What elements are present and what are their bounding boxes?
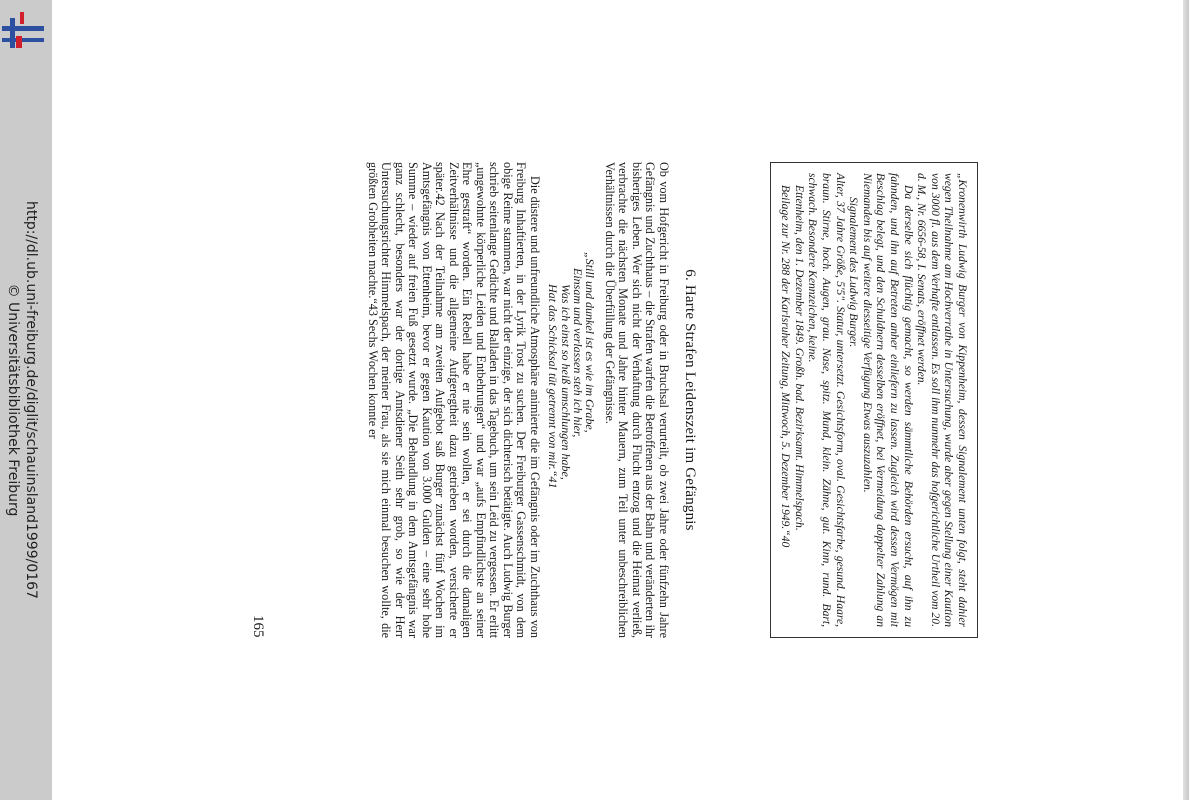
poem-line: „Still und dunkel ist es wie im Grabe, bbox=[583, 252, 598, 433]
warrant-source: Beilage zur Nr. 288 der Karlsruher Zeitung, Mittwoch, 5. Dezember 1949.“40 bbox=[779, 185, 793, 548]
warrant-paragraph: Alter, 37 Jahre Größe, 5'5". Statur, untersetzt. Gesichtsform, oval. Gesichtsfarbe, gesund. Haare, braun. Stirne, hoch. Augen, grau. Nase, spitz. Mund, klein. Zähne, gut. Kinn, rund. Bart, schwach. Besondere Kennzeichen, keine. bbox=[806, 173, 847, 627]
warrant-paragraph: Ettenheim, den 1. Dezember 1849. Großh. bad. Bezirksamt. Himmelspach. bbox=[792, 185, 806, 531]
section-heading: 6. Harte Strafen Leidenszeit im Gefängnis bbox=[682, 269, 698, 531]
body-paragraph: Die düstere und unfreundliche Atmosphäre animierte die im Gefängnis oder im Zuchthaus von Freiburg Inhaftierten, in der Lyrik Trost zu suchen. Der Freiburger Gassenschmidt, von dem obige Reime stammen, war nicht der einzige, der sich dichterisch betätigte. Auch Ludwig Burger schrieb seitenlange Gedichte und Balladen in das Tagebuch, um sein Leid zu vergessen. Er erlitt „ungewohnte körperliche Leiden und Entbehrungen“ und war „aufs Empfindlichste an seiner Ehre gestraft“ worden. Ein Rebell habe er nie sein wollen, er sei durch die damaligen Zeitverhältnisse und die allgemeine Aufgeregtheit dazu getrieben worden, versicherte er später.42 Nach der Teilnahme am zweiten Aufgebot saß Burger zunächst fünf Wochen im Amtsgefängnis von Ettenheim, bevor er gegen Kaution von 3.000 Gulden – eine sehr hohe Summe – wieder auf freien Fuß gesetzt wurde. „Die Behandlung in dem Amtsgefängnis war ganz schlecht, besonders war der dortige Amtsdiener Seith sehr grob, so wie der Herr Untersuchungsrichter Himmelspach, der meiner Frau, als sie mich einmal besuchen wollte, die größten Grobheiten machte.“43 Sechs Wochen konnte er bbox=[365, 162, 542, 638]
poem bbox=[547, 252, 597, 638]
quoted-warrant-box bbox=[770, 162, 978, 638]
poem-line: Einsam und verlassen steh ich hier, bbox=[571, 268, 586, 438]
rotated-page bbox=[240, 0, 1040, 800]
library-sidebar bbox=[0, 0, 52, 800]
poem-line: Hat das Schicksal tüt getrennt von mir.“41 bbox=[546, 284, 561, 489]
body-paragraph: Ob vom Hofgericht in Freiburg oder in Bruchsal verurteilt, ob zwei Jahre oder fünfzehn Jahre Gefängnis und Zuchthaus – die Strafen warfen die Betroffenen aus der Bahn und veränderten ihr bisheriges Leben. Wer sich nicht der Verhaftung durch Flucht entzog und die Heimat verließ, verbrachte die nächsten Monate und Jahre hinter Mauern, zum Teil unter unbeschreiblichen Verhältnissen durch die Überfüllung der Gefängnisse. bbox=[603, 162, 671, 638]
warrant-paragraph: „Kronenwirth Ludwig Burger von Kippenheim, dessen Signalement unten folgt, steht dahier wegen Theilnahme am Hochverrathe in Untersuchung, wurde aber gegen Stellung einer Kaution von 3000 fl. aus dem Verhafte entlassen. Es soll ihm nunmehr das hofgerichtliche Urtheil vom 20. d. M., Nr. 6656-58, I. Senats, eröffnet werden. bbox=[915, 173, 969, 627]
permalink-text bbox=[0, 0, 40, 800]
copyright-notice: © Universitätsbibliothek Freiburg bbox=[5, 283, 21, 517]
warrant-signalement-title: Signalement des Ludwig Burger. bbox=[847, 197, 861, 348]
body-text bbox=[365, 162, 670, 638]
permalink-url[interactable]: http://dl.ub.uni-freiburg.de/diglit/schauinsland1999/0167 bbox=[23, 201, 39, 599]
warrant-paragraph: Da derselbe sich flüchtig gemacht, so werden sämmtliche Behörden ersucht, auf ihn zu fahnden, und ihn auf Betreten anher einliefern zu lassen. Zugleich wird dessen Vermögen mit Beschlag belegt, und den Schuldnern desselben eröffnet, bei Vermeidung doppelter Zahlung an Niemanden bis auf weitere diesseitige Verfügung Etwas auszuzahlen. bbox=[860, 173, 915, 627]
page-edge bbox=[1183, 0, 1189, 800]
poem-line: Was ich einst so heiß umschlungen habe, bbox=[558, 284, 573, 480]
page-number: 165 bbox=[250, 615, 266, 638]
